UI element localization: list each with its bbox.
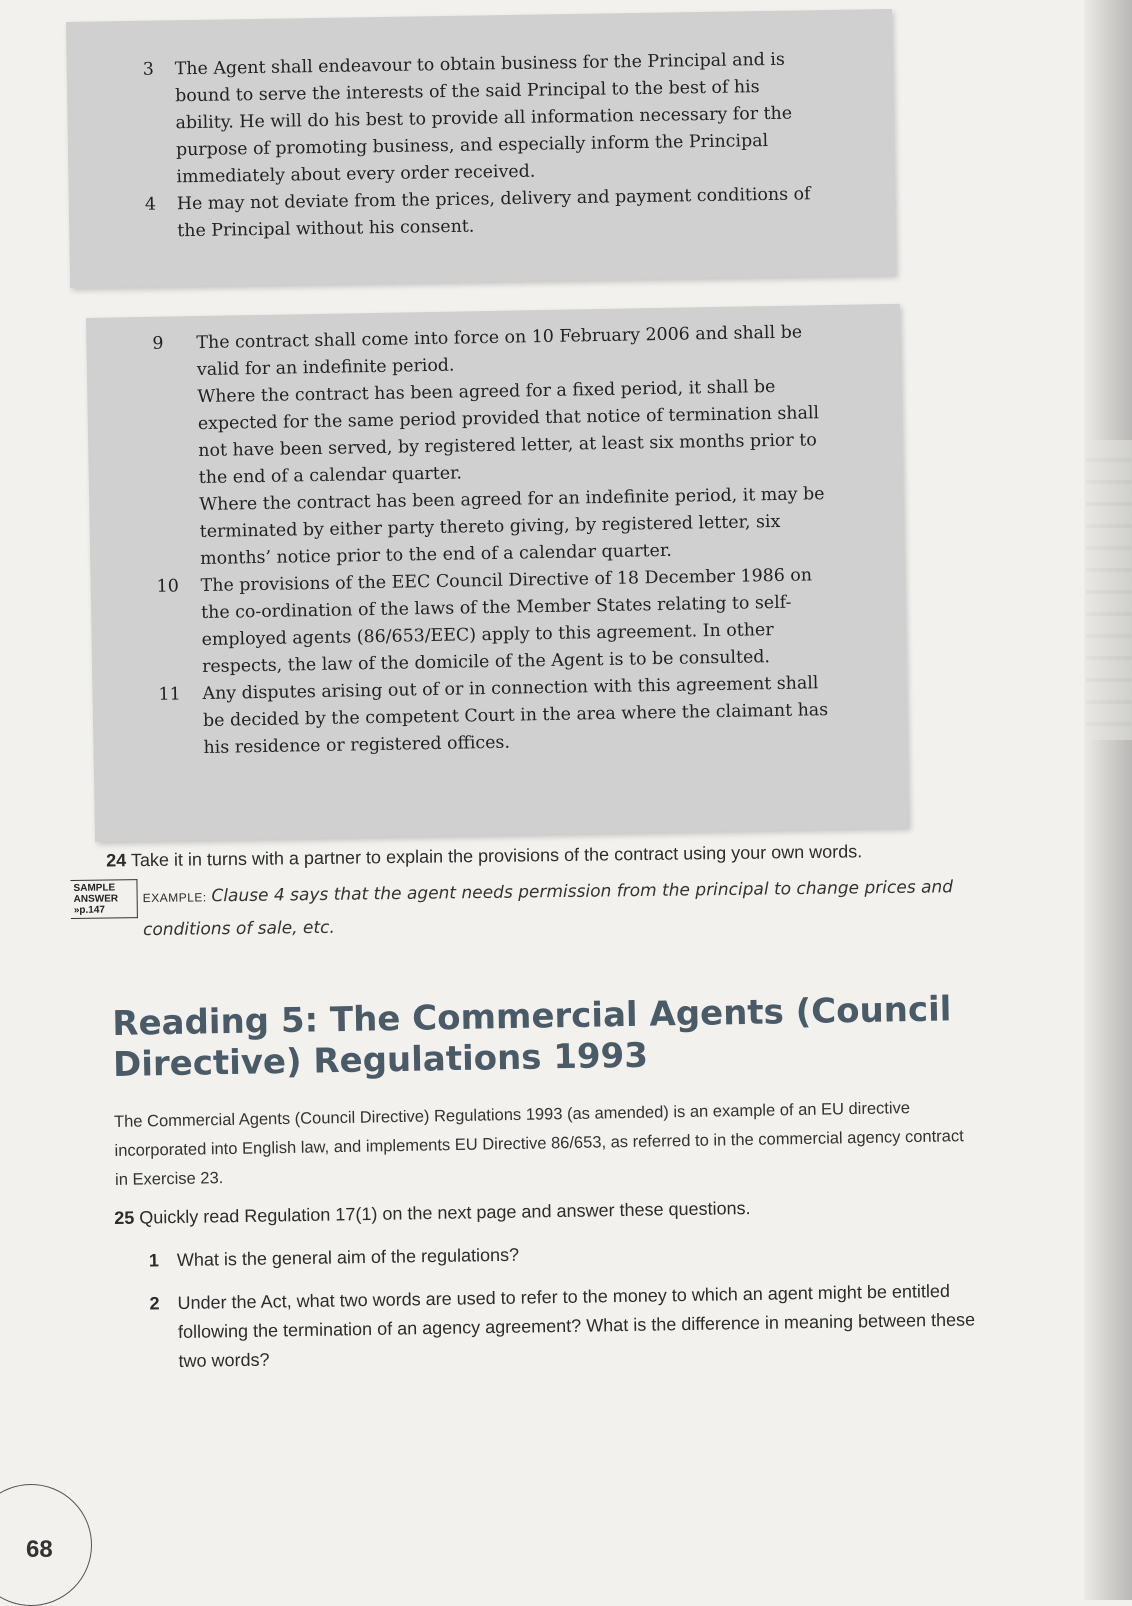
exercise-text: Quickly read Regulation 17(1) on the next page and answer these questions. [139, 1198, 751, 1228]
clause-number: 3 [142, 59, 154, 80]
reading-5-section [112, 989, 975, 1195]
badge-label: SAMPLE [73, 882, 116, 894]
clause-number: 9 [152, 333, 164, 354]
badge-page-ref: »p.147 [73, 904, 105, 916]
example-text: Clause 4 says that the agent needs permission from the principal to change prices and conditions of sale, etc. [142, 877, 954, 941]
exercise-24 [70, 835, 971, 947]
sample-answer-badge[interactable] [70, 879, 137, 919]
clause-4 [69, 180, 896, 247]
exercise-text: Take it in turns with a partner to explain the provisions of the contract using your own words. [130, 841, 863, 871]
question-2 [115, 1276, 986, 1377]
clause-text: He may not deviate from the prices, delivery and payment conditions of the Principal without his consent. [176, 184, 811, 242]
clause-paragraph: The contract shall come into force on 10 February 2006 and shall be valid for an indefinite period. [196, 322, 803, 381]
bleed-through-text [1086, 440, 1132, 740]
exercise-25 [114, 1190, 987, 1377]
exercise-24-instruction [106, 835, 970, 876]
example-answer [142, 871, 971, 946]
clause-11 [92, 669, 907, 764]
badge-label: ANSWER [73, 893, 119, 905]
question-number: 1 [148, 1250, 160, 1271]
clause-text: The Agent shall endeavour to obtain business for the Principal and is bound to serve the interests of the said Principal to the best of his ability. He will do his best to provide all information necessary for the purpose of promoting business, and especially inform the Principal immediately about every order received. [174, 49, 793, 188]
contract-excerpt-box-1 [66, 9, 896, 288]
clause-paragraph: Where the contract has been agreed for a fixed period, it shall be expected for the same period provided that notice of termination shall not have been served, by registered letter, at least six months prior to the end of a calendar quarter. [197, 376, 820, 489]
section-intro: The Commercial Agents (Council Directive) Regulations 1993 (as amended) is an example of an EU directive incorporated into English law, and implements EU Directive 86/653, as referred to in the commercial agency contract in Exercise 23. [113, 1099, 964, 1189]
section-heading: Reading 5: The Commercial Agents (Council Directive) Regulations 1993 [112, 989, 952, 1085]
clause-paragraph: The provisions of the EEC Council Directive of 18 December 1986 on the co-ordination of the laws of the Member States relating to self-employed agents (86/653/EEC) apply to this agreement. In other respects, the law of the domicile of the Agent is to be consulted. [200, 565, 813, 678]
clause-paragraph: Any disputes arising out of or in connection with this agreement shall be decided by the competent Court in the area where the claimant has his residence or registered offices. [202, 673, 829, 759]
page-gutter-shadow [1084, 0, 1132, 1600]
question-1 [115, 1233, 985, 1276]
clause-paragraph: Where the contract has been agreed for an indefinite period, it may be terminated by either party thereto giving, by registered letter, six months’ notice prior to the end of a calendar quarter. [199, 484, 825, 570]
question-text: Under the Act, what two words are used to refer to the money to which an agent might be entitled following the termination of an agency agreement? What is the difference in meaning between these two words? [177, 1280, 976, 1372]
clause-number: 10 [156, 576, 180, 597]
exercise-25-instruction [114, 1190, 984, 1233]
clause-number: 4 [144, 194, 157, 215]
page-number: 68 [26, 1536, 53, 1563]
question-text: What is the general aim of the regulations? [176, 1244, 520, 1271]
clause-9 [86, 318, 904, 575]
contract-excerpt-box-2 [86, 304, 909, 842]
question-number: 2 [149, 1293, 160, 1314]
clause-number: 11 [158, 684, 181, 705]
clause-3 [67, 45, 895, 193]
exercise-number: 24 [106, 850, 127, 871]
exercise-number: 25 [114, 1207, 135, 1228]
clause-10 [90, 561, 906, 683]
example-label: EXAMPLE: [142, 890, 207, 906]
